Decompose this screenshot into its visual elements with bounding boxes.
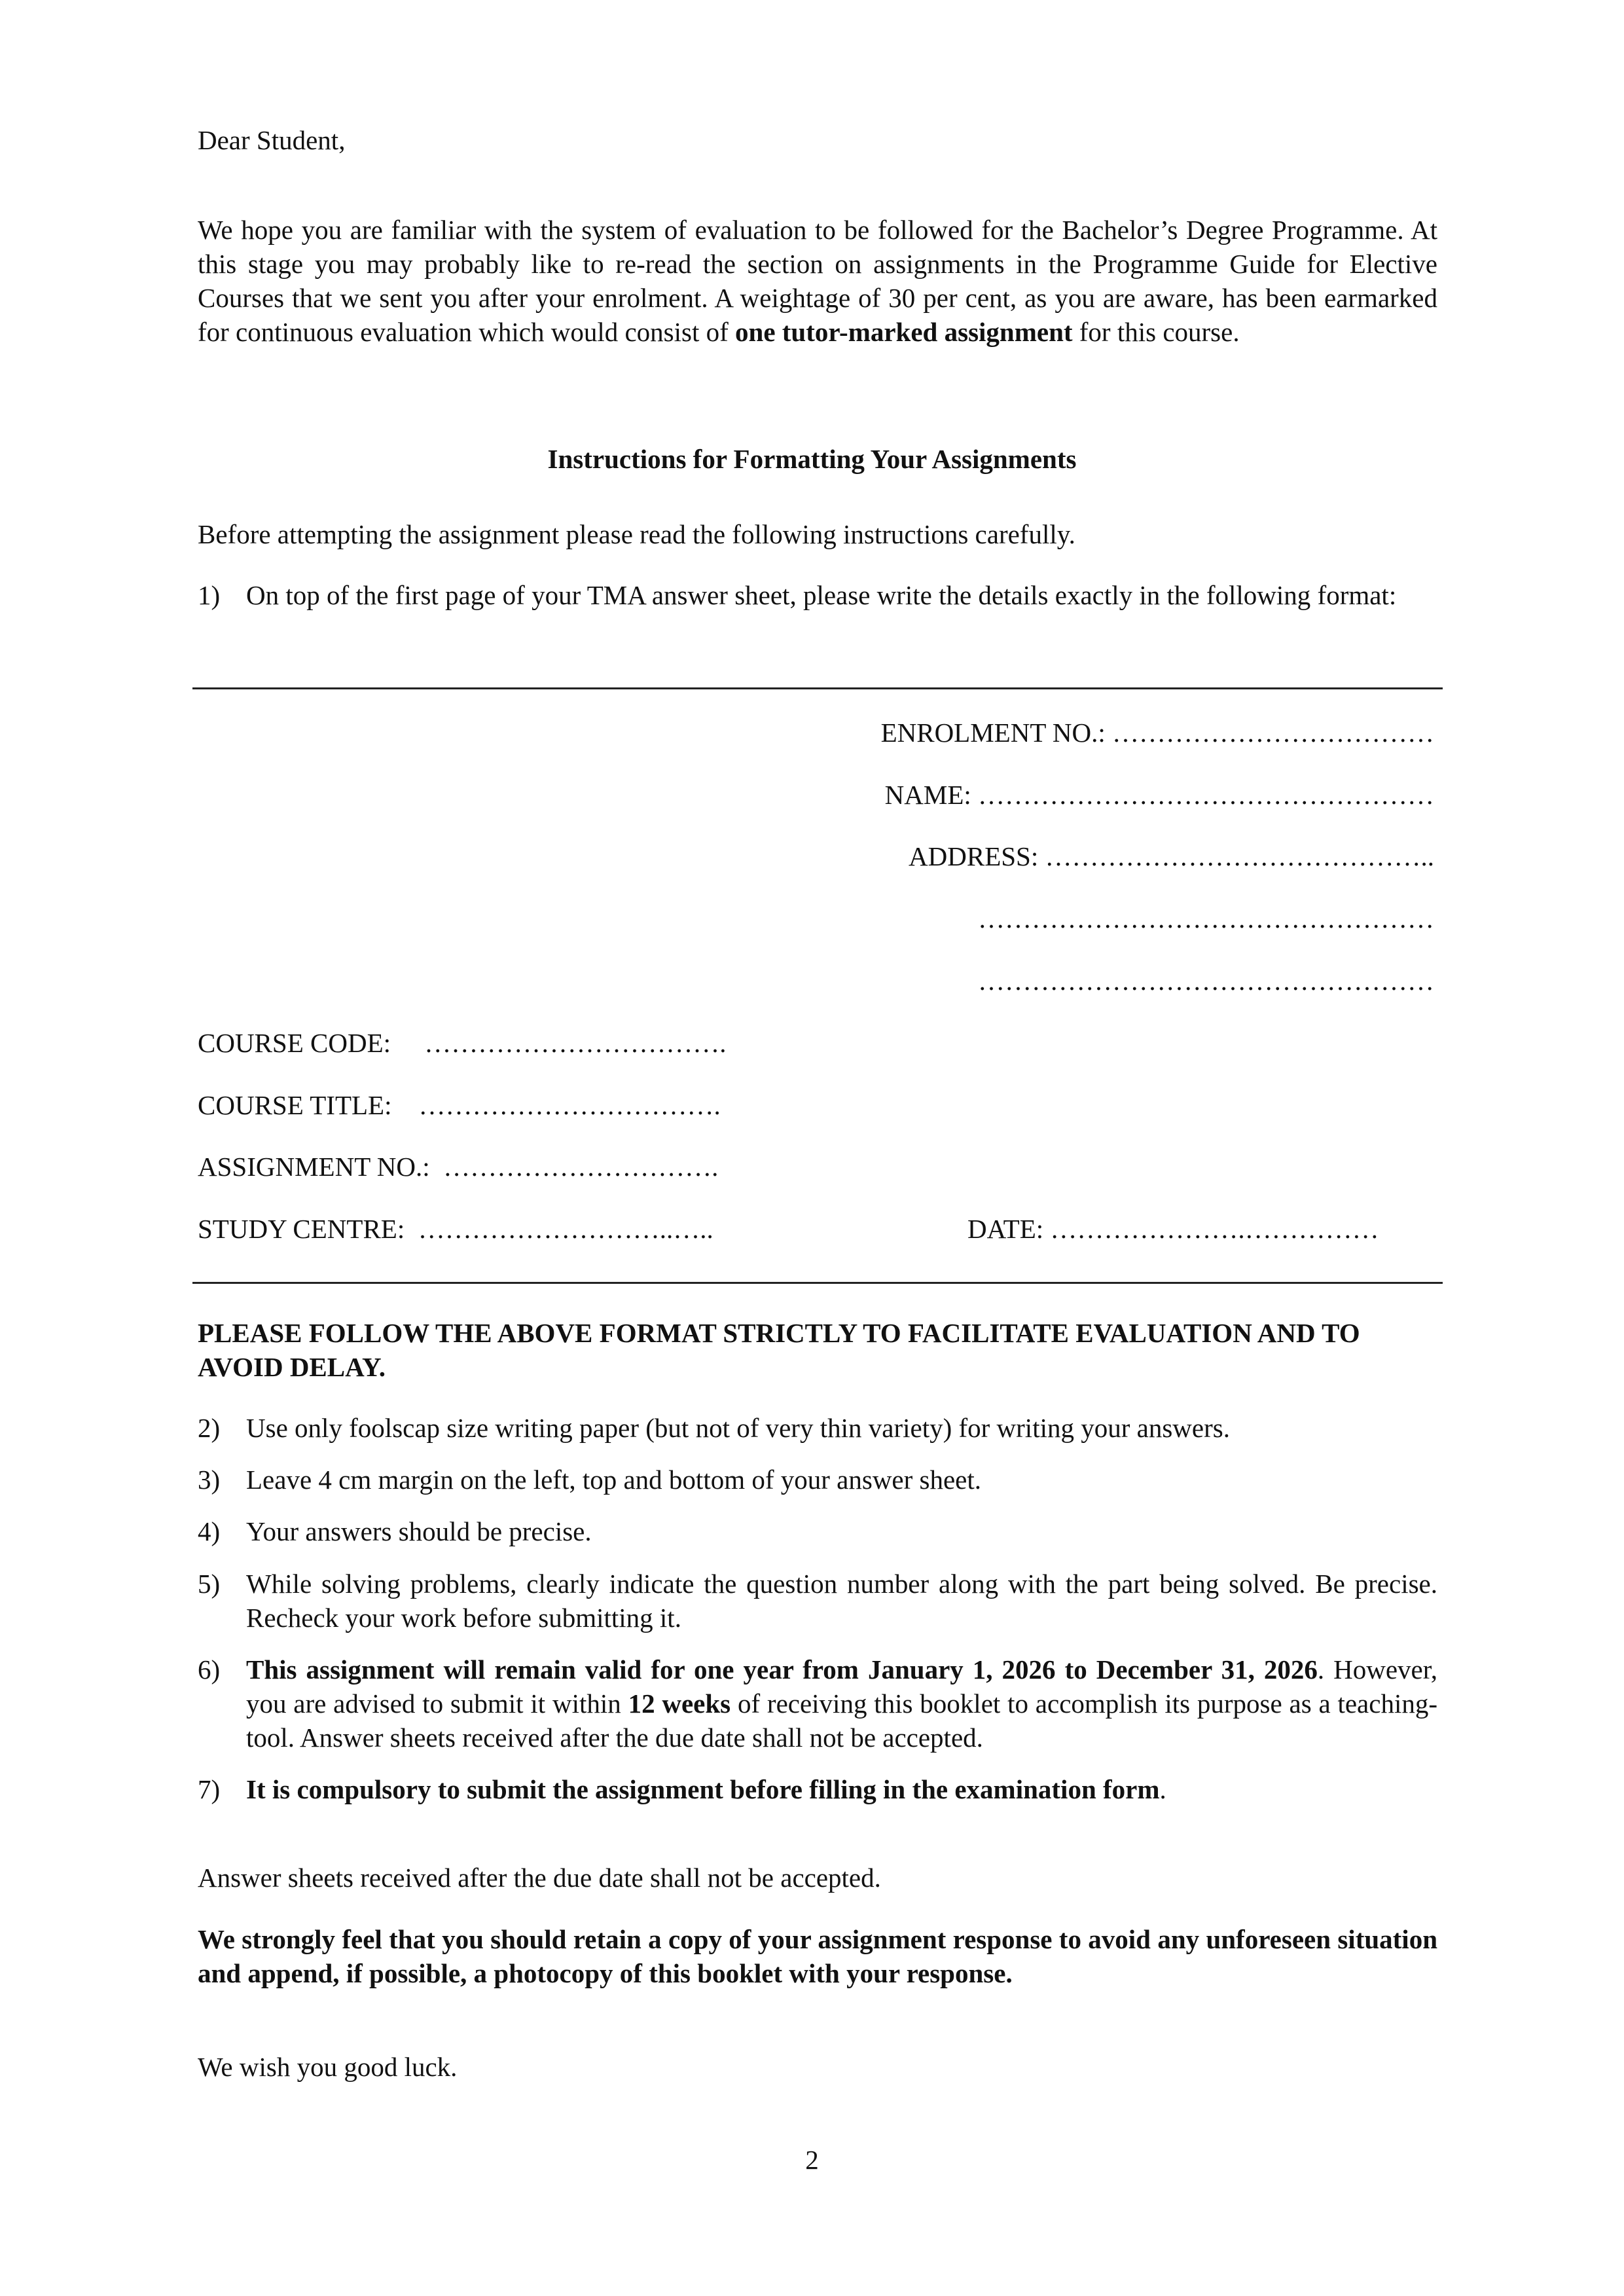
course-code-field: COURSE CODE: ……………………………. [198,1028,727,1058]
due-date-note: Answer sheets received after the due date shall not be accepted. [198,1863,881,1893]
item-7-period: . [1159,1774,1166,1804]
item-number: 2) [198,1413,221,1443]
address-field: ADDRESS: …………………………………….. [909,841,1434,871]
address-line-3: …………………………………………… [978,966,1434,996]
assignment-no-field: ASSIGNMENT NO.: …………………………. [198,1152,719,1182]
retain-copy-notice: We strongly feel that you should retain a copy of your assignment response to avoid any unforeseen situation and append, if possible, a photocopy of this booklet with your response. [198,1924,1437,1988]
intro-text-2: for this course. [1072,317,1240,347]
instruction-item-3 [198,1463,1437,1497]
instruction-item-5 [198,1567,1437,1635]
closing: We wish you good luck. [198,2052,458,2082]
item-number: 5) [198,1569,221,1599]
validity-bold: This assignment will remain valid for one year from January 1, 2026 to December 31, 2026 [246,1654,1318,1685]
item-number: 6) [198,1654,221,1685]
item-text: Use only foolscap size writing paper (but not of very thin variety) for writing your answers. [246,1413,1230,1443]
follow-format-notice: PLEASE FOLLOW THE ABOVE FORMAT STRICTLY TO FACILITATE EVALUATION AND TO AVOID DELAY. [198,1318,1360,1382]
item-6-text-2: of receiving this booklet to accomplish its purpose as a teaching-tool. Answer sheets received after the due date shall not be accepted. [246,1688,1437,1753]
item-6-text-1: . However, you are advised to submit it within [246,1654,1438,1719]
intro-paragraph [198,213,1437,349]
item-text: Your answers should be precise. [246,1516,592,1546]
item-number: 3) [198,1465,221,1495]
item-number: 1) [198,580,221,610]
instruction-item-6 [198,1652,1437,1755]
intro-bold-text: one tutor-marked assignment [735,317,1073,347]
page-number: 2 [805,2145,819,2175]
bottom-divider [192,1282,1443,1284]
study-centre-field: STUDY CENTRE: ………………………..….. [198,1214,713,1244]
item-number: 4) [198,1516,221,1546]
instruction-item-2 [198,1411,1437,1445]
compulsory-bold: It is compulsory to submit the assignment before filling in the examination form [246,1774,1160,1804]
intro-text-1: We hope you are familiar with the system of evaluation to be followed for the Bachelor’s Degree Programme. At this stage you may probably like to re-read the section on assignments in the Programme Guide for Elective Courses that we sent you after your enrolment. A weightage of 30 per cent, as you are aware, has been earmarked for continuous evaluation which would consist of [198,215,1437,347]
date-field: DATE: ………………….…………… [967,1214,1379,1244]
top-divider [192,687,1443,689]
name-field: NAME: …………………………………………… [884,780,1434,810]
item-text [246,1772,1437,1806]
item-text: Leave 4 cm margin on the left, top and bottom of your answer sheet. [246,1465,982,1495]
section-heading: Instructions for Formatting Your Assignments [547,444,1077,474]
before-instructions: Before attempting the assignment please read the following instructions carefully. [198,519,1075,549]
item-number: 7) [198,1774,221,1804]
item-text: On top of the first page of your TMA answer sheet, please write the details exactly in the following format: [246,580,1397,610]
instruction-item-7 [198,1772,1437,1806]
enrolment-field: ENROLMENT NO.: ……………………………… [880,718,1434,748]
instruction-item-4 [198,1514,1437,1548]
instruction-item-1 [198,578,1437,646]
item-text [246,1652,1437,1755]
address-line-2: …………………………………………… [978,903,1434,934]
item-text: While solving problems, clearly indicate the question number along with the part being solved. Be precise. Recheck your work before submitting it. [246,1569,1437,1633]
salutation: Dear Student, [198,125,346,155]
course-title-field: COURSE TITLE: ……………………………. [198,1090,721,1120]
weeks-bold: 12 weeks [628,1688,731,1719]
